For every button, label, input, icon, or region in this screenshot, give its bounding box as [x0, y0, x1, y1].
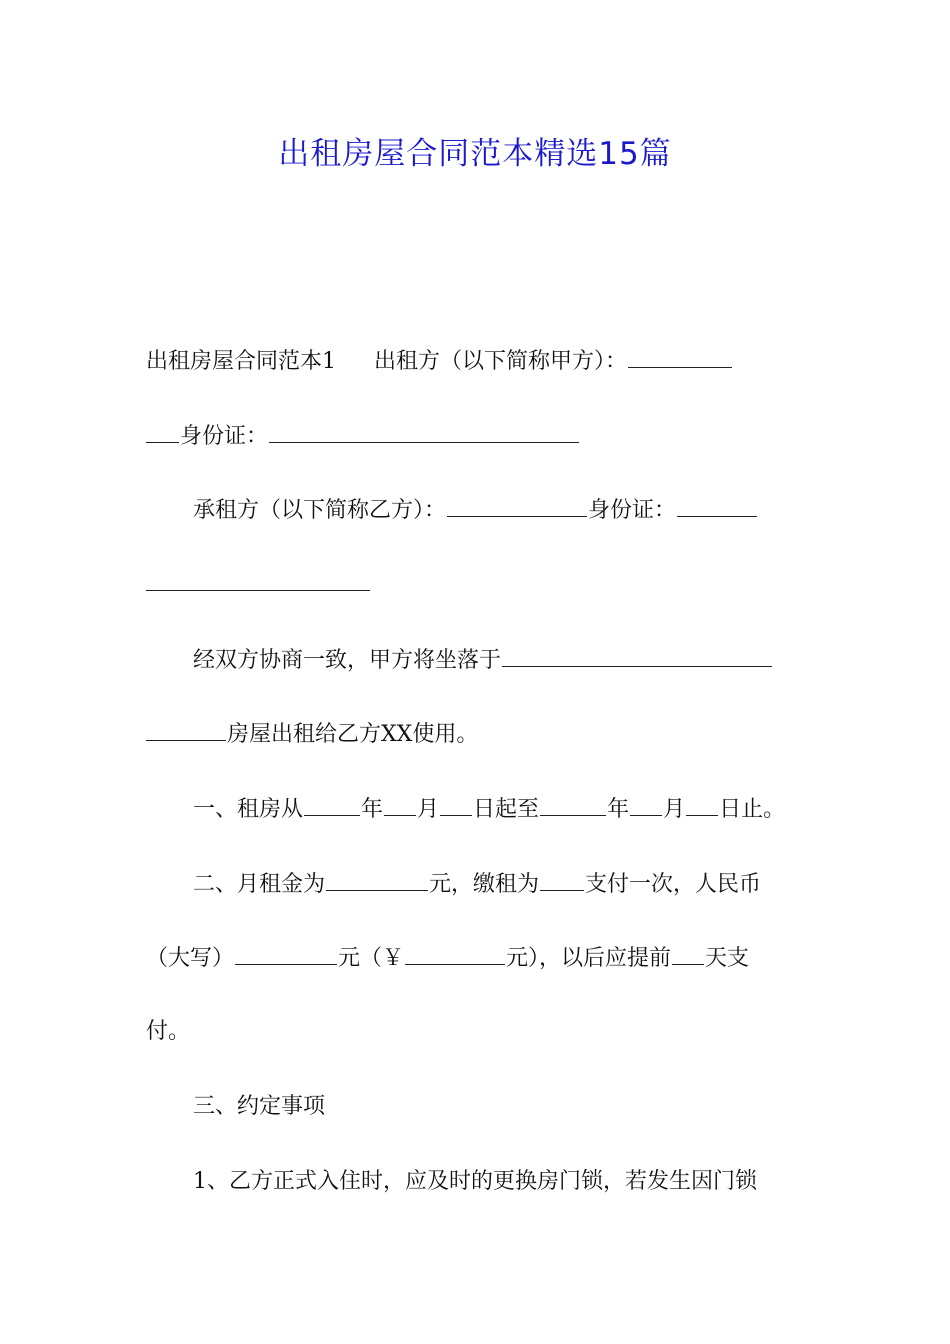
- location-usage-text: 房屋出租给乙方XX使用。: [227, 722, 479, 747]
- lessee-label: 承租方（以下简称乙方）：: [193, 498, 447, 523]
- payment-period-blank: [540, 868, 584, 891]
- payment-text: 支付一次，人民币: [585, 872, 762, 897]
- lease-term-label: 一、租房从: [193, 797, 304, 822]
- start-year-blank: [304, 793, 360, 816]
- lessee-id-blank-cont: [146, 568, 370, 591]
- month-label: 月: [417, 797, 440, 822]
- paragraph-lessor: [146, 345, 810, 377]
- lessee-blank: [447, 494, 587, 517]
- month-label: 月: [663, 797, 686, 822]
- lessee-id-label: 身份证：: [588, 498, 677, 523]
- item-lease-term: [193, 793, 813, 825]
- end-month-blank: [630, 793, 662, 816]
- day-from-label: 日起至: [473, 797, 540, 822]
- clause-1-text: 1、乙方正式入住时，应及时的更换房门锁，若发生因门锁: [193, 1169, 757, 1194]
- days-label: 天支: [705, 946, 750, 971]
- paragraph-lessee-id-cont: [146, 568, 810, 600]
- lessor-id-label: 身份证：: [180, 424, 269, 449]
- location-blank: [502, 644, 772, 667]
- item-terms-heading: [193, 1092, 813, 1122]
- rent-unit-label: 元，缴租为: [429, 872, 540, 897]
- lessor-id-blank: [269, 420, 579, 443]
- location-blank-cont: [146, 718, 226, 741]
- item-rent-end: [146, 1017, 810, 1047]
- paragraph-location-cont: [146, 718, 810, 750]
- year-label: 年: [607, 797, 630, 822]
- start-day-blank: [440, 793, 472, 816]
- paragraph-lessor-id: [146, 420, 810, 452]
- document-title: 出租房屋合同范本精选15篇: [278, 136, 672, 172]
- rent-capital-label: （大写）: [146, 946, 235, 971]
- advance-days-blank: [672, 942, 704, 965]
- lessor-blank: [628, 345, 732, 368]
- end-day-blank: [686, 793, 718, 816]
- rent-capital-blank: [235, 942, 337, 965]
- advance-label: 元），以后应提前: [506, 946, 672, 971]
- paragraph-location: [193, 644, 813, 676]
- rent-number-blank: [405, 942, 505, 965]
- location-text: 经双方协商一致，甲方将坐落于: [193, 648, 502, 673]
- year-label: 年: [361, 797, 384, 822]
- rent-amount-blank: [326, 868, 428, 891]
- terms-heading: 三、约定事项: [193, 1094, 326, 1119]
- contract-heading: 出租房屋合同范本1: [146, 349, 336, 374]
- rent-label: 二、月租金为: [193, 872, 326, 897]
- lessor-blank-cont: [146, 420, 179, 443]
- rent-yuan-label: 元（￥: [338, 946, 405, 971]
- clause-1: [193, 1167, 813, 1197]
- end-year-blank: [540, 793, 606, 816]
- day-to-label: 日止。: [719, 797, 786, 822]
- start-month-blank: [384, 793, 416, 816]
- item-rent: [193, 868, 813, 900]
- lessee-id-blank: [677, 494, 757, 517]
- paragraph-lessee: [193, 494, 813, 526]
- rent-end-text: 付。: [146, 1019, 191, 1044]
- lessor-label: 出租方（以下简称甲方）：: [374, 349, 628, 374]
- item-rent-cont: [146, 942, 810, 974]
